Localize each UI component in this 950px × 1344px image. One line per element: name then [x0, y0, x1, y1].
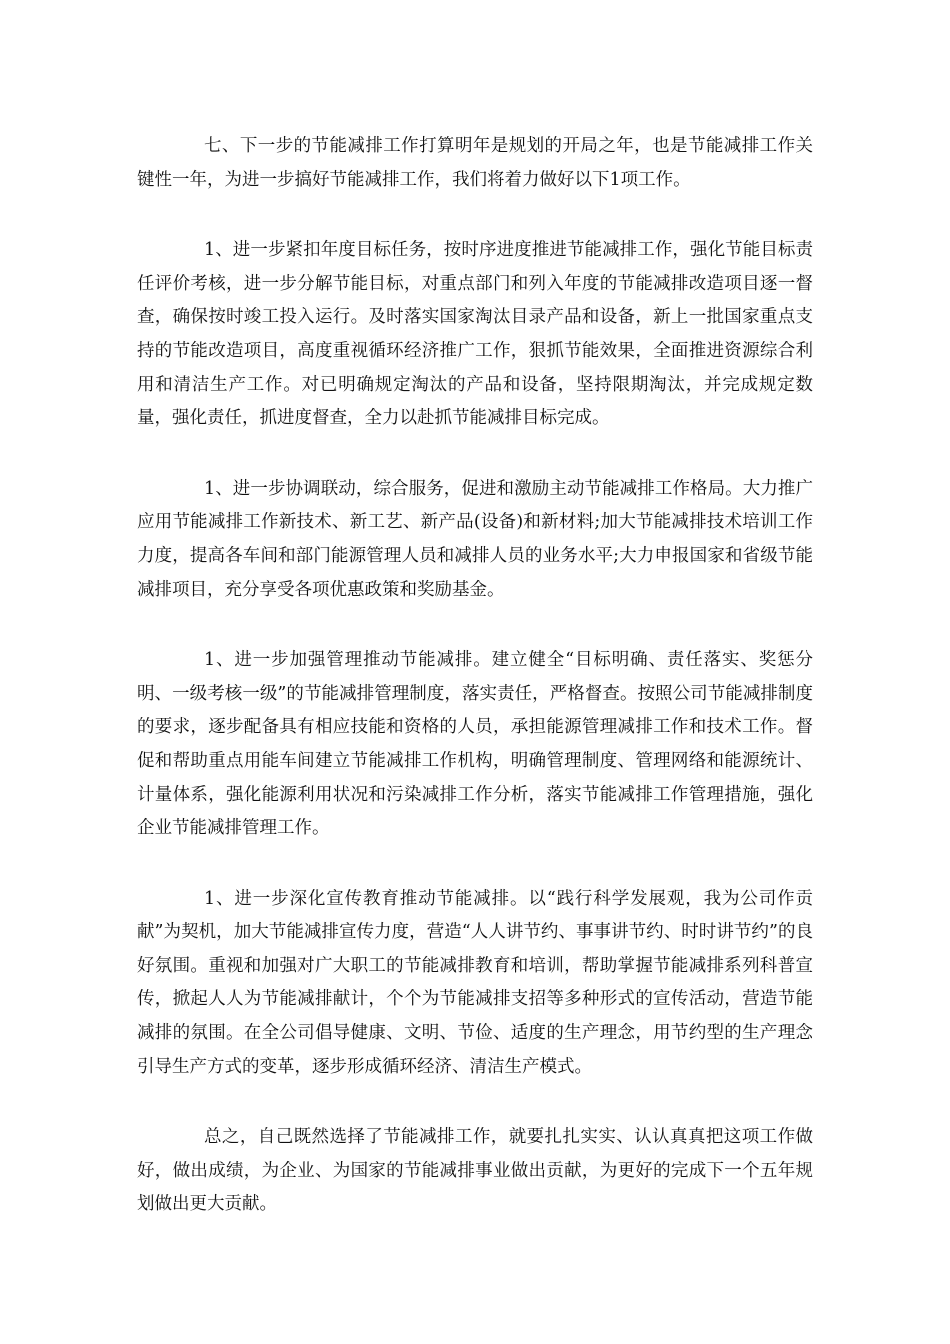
paragraph-coordination: 1、进一步协调联动，综合服务，促进和激励主动节能减排工作格局。大力推广应用节能减排工作新技术、新工艺、新产品(设备)和新材料;加大节能减排技术培训工作力度，提高各车间和部门能源管理人员和减排人员的业务水平;大力申报国家和省级节能减排项目，充分享受各项优惠政策和奖励基金。: [137, 478, 813, 600]
paragraph-publicity: 1、进一步深化宣传教育推动节能减排。以“践行科学发展观，我为公司作贡献”为契机，加大节能减排宣传力度，营造“人人讲节约、事事讲节约、时时讲节约”的良好氛围。重视和加强对广大职工的节能减排教育和培训，帮助掌握节能减排系列科普宣传，掀起人人为节能减排献计，个个为节能减排支招等多种形式的宣传活动，营造节能减排的氛围。在全公司倡导健康、文明、节俭、适度的生产理念，用节约型的生产理念引导生产方式的变革，逐步形成循环经济、清洁生产模式。: [137, 888, 813, 1077]
document-body: [137, 130, 813, 1222]
paragraph-management: 1、进一步加强管理推动节能减排。建立健全“目标明确、责任落实、奖惩分明、一级考核一级”的节能减排管理制度，落实责任，严格督查。按照公司节能减排制度的要求，逐步配备具有相应技能和资格的人员，承担能源管理减排工作和技术工作。督促和帮助重点用能车间建立节能减排工作机构，明确管理制度、管理网络和能源统计、计量体系，强化能源利用状况和污染减排工作分析，落实节能减排工作管理措施，强化企业节能减排管理工作。: [137, 650, 813, 839]
paragraph-next-steps-intro: 七、下一步的节能减排工作打算明年是规划的开局之年，也是节能减排工作关键性一年，为进一步搞好节能减排工作，我们将着力做好以下1项工作。: [137, 136, 813, 190]
paragraph-conclusion: 总之，自己既然选择了节能减排工作，就要扎扎实实、认认真真把这项工作做好，做出成绩，为企业、为国家的节能减排事业做出贡献，为更好的完成下一个五年规划做出更大贡献。: [137, 1127, 813, 1215]
paragraph-annual-targets: 1、进一步紧扣年度目标任务，按时序进度推进节能减排工作，强化节能目标责任评价考核，进一步分解节能目标，对重点部门和列入年度的节能减排改造项目逐一督查，确保按时竣工投入运行。及时落实国家淘汰目录产品和设备，新上一批国家重点支持的节能改造项目，高度重视循环经济推广工作，狠抓节能效果，全面推进资源综合利用和清洁生产工作。对已明确规定淘汰的产品和设备，坚持限期淘汰，并完成规定数量，强化责任，抓进度督查，全力以赴抓节能减排目标完成。: [137, 240, 813, 429]
